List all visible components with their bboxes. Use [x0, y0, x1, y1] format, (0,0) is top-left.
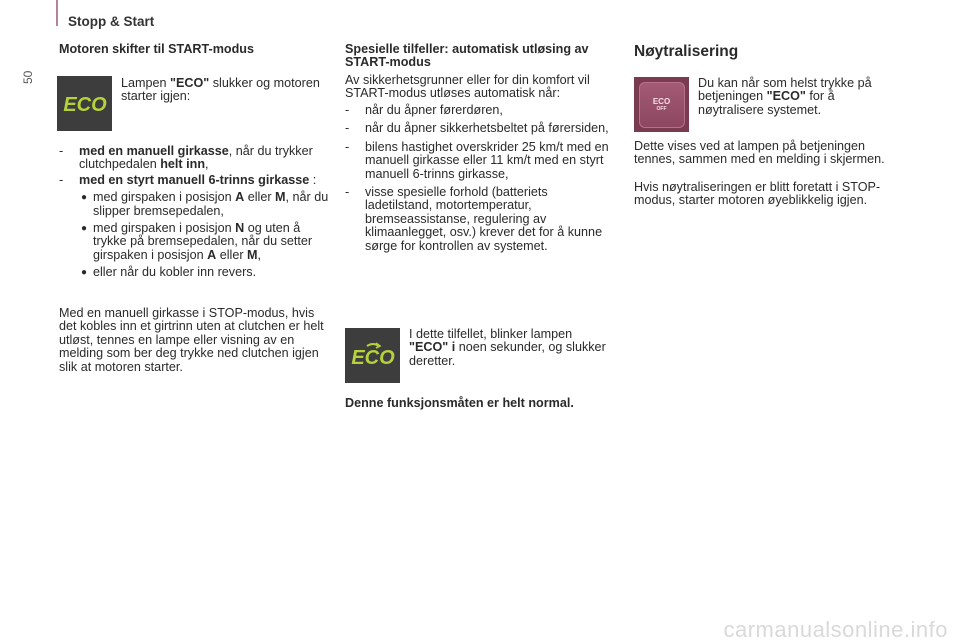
list-item: - når du åpner førerdøren,: [345, 103, 503, 117]
col3-para2: Hvis nøytraliseringen er blitt foretatt i STOP-modus, starter motoren øyeblikkelig igjen.: [634, 180, 881, 208]
button-label-top: ECO: [652, 96, 671, 106]
auto-start-list: [345, 104, 615, 255]
col3-heading: Nøytralisering: [634, 43, 739, 60]
col2-heading: Spesielle tilfeller: automatisk utløsing av START-modus: [345, 42, 589, 70]
col2-closing: Denne funksjonsmåten er helt normal.: [345, 396, 574, 410]
list-subitem: ● eller når du kobler inn revers.: [81, 265, 257, 280]
eco-off-button-image: [634, 77, 689, 132]
page-number: 50: [21, 70, 35, 84]
list-subitem: ● med girspaken i posisjon N og uten å trykke på bremsepedalen, når du setter girspaken i posisjon A eller M,: [81, 221, 313, 262]
eco-lamp-label: ECO: [62, 93, 107, 116]
footer-watermark: carmanualsonline.info: [723, 616, 948, 642]
list-item: - med en manuell girkasse, når du trykker clutchpedalen helt inn,: [59, 144, 313, 172]
blink-description: I dette tilfellet, blinker lampen "ECO" i noen sekunder, og slukker deretter.: [409, 327, 606, 368]
list-item: - når du åpner sikkerhetsbeltet på førersiden,: [345, 121, 609, 136]
eco-off-button-icon: [639, 82, 685, 128]
manual-gearbox-note: Med en manuell girkasse i STOP-modus, hvis det kobles inn et girtrinn uten at clutchen er helt utløst, tennes en lampe eller visning av en melding som ber deg trykke ned clutchen igjen slik at motoren starter.: [59, 306, 324, 374]
list-item: - bilens hastighet overskrider 25 km/t med en manuell girkasse eller 11 km/t med en styrt manuell 6-trinns girkasse,: [345, 139, 609, 181]
col2-intro: Av sikkerhetsgrunner eller for din komfort vil START-modus utløses automatisk når:: [345, 73, 590, 101]
button-description: Du kan når som helst trykke på betjeningen "ECO" for å nøytralisere systemet.: [698, 76, 872, 117]
list-subitem: ● med girspaken i posisjon A eller M, når du slipper bremsepedalen,: [81, 190, 329, 218]
col1-heading: Motoren skifter til START-modus: [59, 42, 254, 56]
chapter-accent-bar: [56, 0, 58, 26]
eco-blink-icon: [345, 328, 400, 383]
chapter-title: Stopp & Start: [68, 14, 155, 29]
eco-blink-label: ECO: [350, 346, 395, 369]
button-label-bottom: OFF: [656, 105, 667, 112]
col3-para1: Dette vises ved at lampen på betjeningen tennes, sammen med en melding i skjermen.: [634, 139, 885, 167]
start-conditions-list: [59, 145, 331, 284]
list-item: - visse spesielle forhold (batteriets ladetilstand, motortemperatur, bremseassistanse, regulering av klimaanlegget, osv.) krever det for å kunne sørge for kontrollen av systemet.: [345, 185, 603, 253]
list-item: - med en styrt manuell 6-trinns girkasse :: [59, 172, 317, 187]
lamp-description: Lampen "ECO" slukker og motoren starter igjen:: [121, 76, 320, 104]
eco-lamp-icon: [57, 76, 112, 131]
